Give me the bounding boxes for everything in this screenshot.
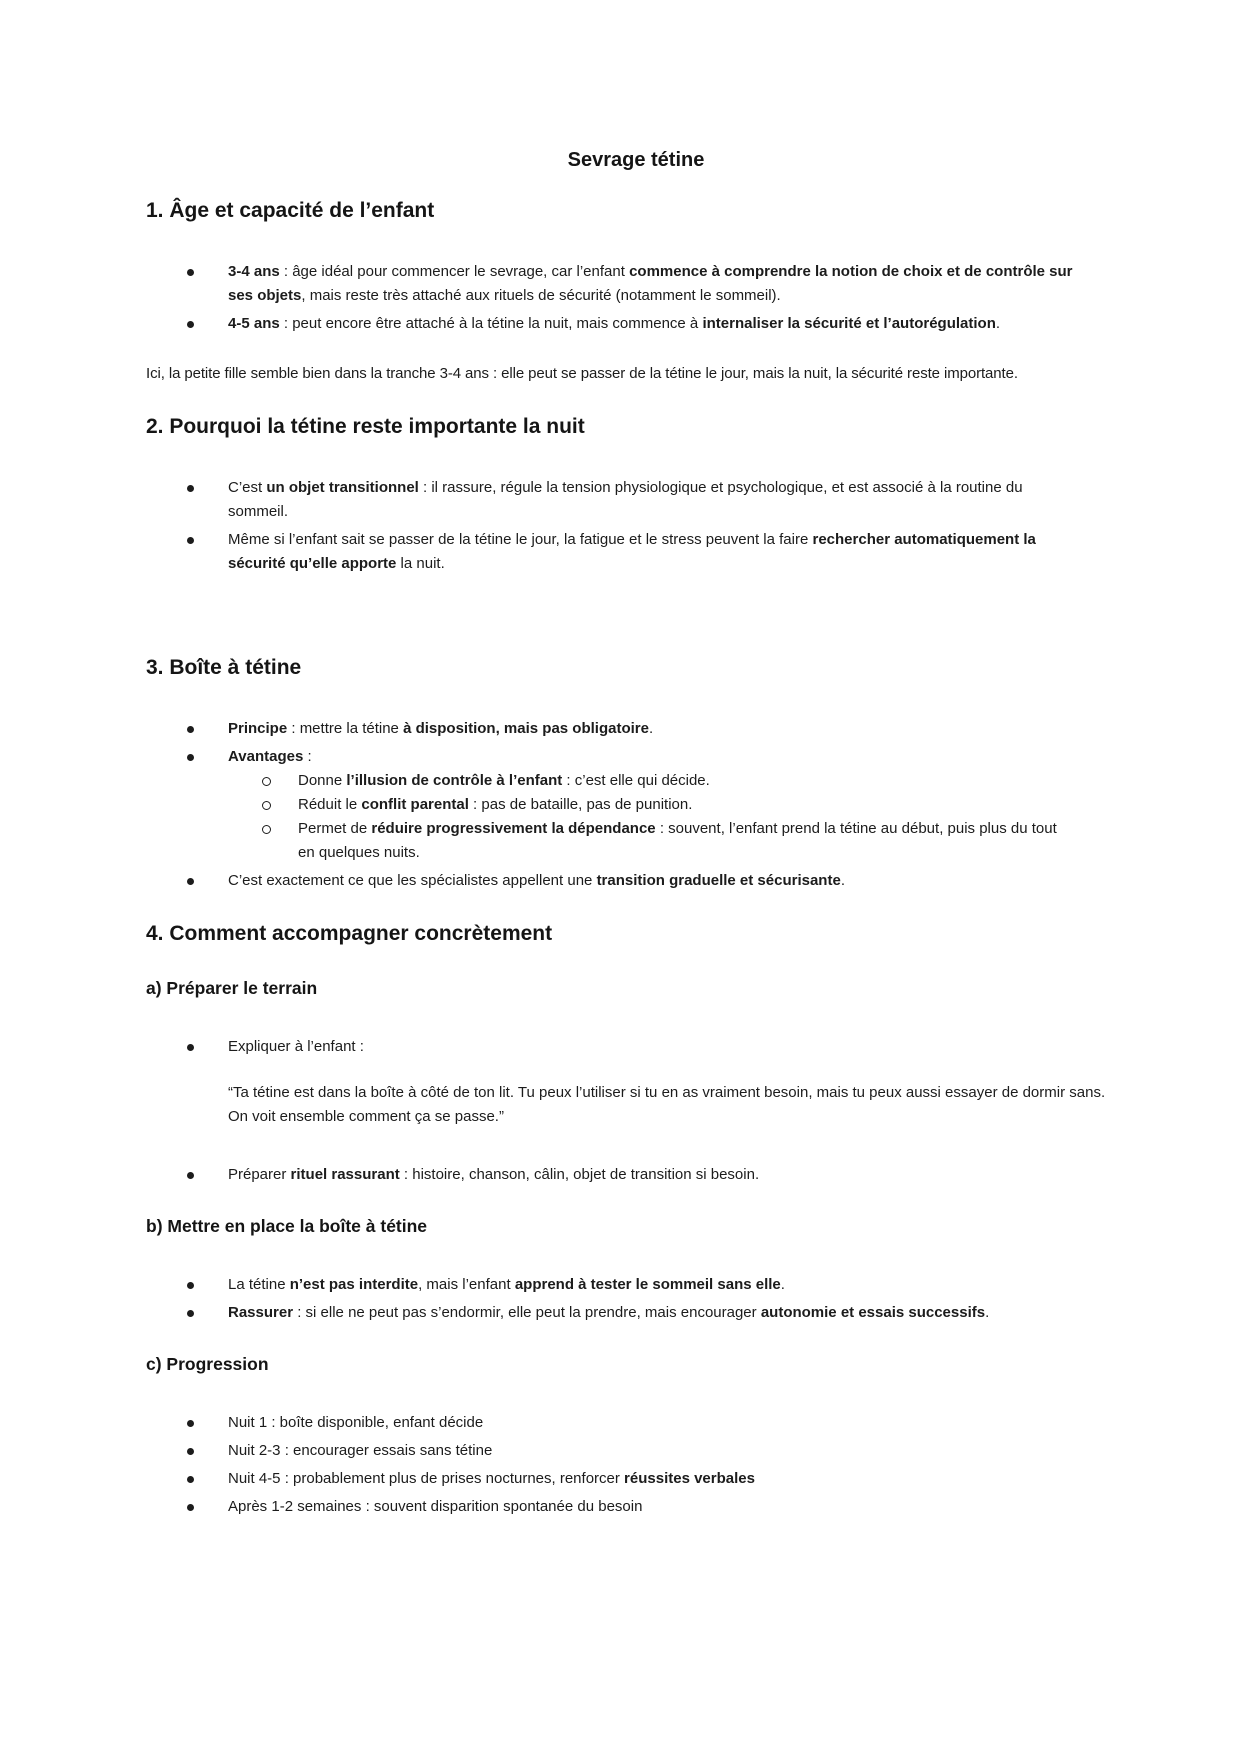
text-run: , mais reste très attaché aux rituels de sécurité (notamment le sommeil).	[301, 287, 781, 304]
list-item	[228, 1495, 1073, 1519]
bullet-list	[146, 1273, 1126, 1325]
text-run: : mettre la tétine	[287, 720, 404, 737]
list-item	[228, 1273, 1073, 1297]
subsection-heading	[146, 1351, 1126, 1377]
bold-text-run: b) Mettre en place la boîte à tétine	[146, 1216, 428, 1236]
bold-text-run: commence à comprendre la notion de choix et de contrôle sur ses objets	[228, 263, 1073, 304]
text-run: C’est exactement ce que les spécialistes appellent une	[228, 872, 597, 889]
sub-list-item	[298, 793, 1073, 817]
text-run: Préparer	[228, 1166, 291, 1183]
text-run: Expliquer à l’enfant :	[228, 1038, 364, 1055]
text-run: .	[995, 315, 1001, 332]
list-item	[228, 312, 1073, 336]
quote-paragraph	[228, 1081, 1112, 1129]
bold-text-run: réduire progressivement la dépendance	[371, 820, 656, 837]
list-item	[228, 1163, 1073, 1187]
bold-text-run: autonomie et essais successifs	[760, 1304, 986, 1321]
text-run: Réduit le	[298, 796, 362, 813]
text-run: Même si l’enfant sait se passer de la tétine le jour, la fatigue et le stress peuvent la faire	[228, 531, 813, 548]
text-run: : peut encore être attaché à la tétine la nuit, mais commence à	[279, 315, 703, 332]
bold-text-run: apprend à tester le sommeil sans elle	[514, 1276, 781, 1293]
text-run: C’est	[228, 479, 267, 496]
bold-text-run: 2. Pourquoi la tétine reste importante la nuit	[146, 415, 585, 438]
sub-list	[228, 769, 1073, 865]
sub-list-item	[298, 769, 1073, 793]
list-item	[228, 1035, 1073, 1059]
text-run: : histoire, chanson, câlin, objet de transition si besoin.	[399, 1166, 760, 1183]
list-item	[228, 260, 1073, 308]
text-run: :	[303, 748, 312, 765]
subsection-heading	[146, 1213, 1126, 1239]
bold-text-run: Principe	[228, 720, 288, 737]
text-run: : souvent, l’enfant prend la tétine au début, puis plus du tout en quelques nuits.	[298, 820, 1057, 861]
bold-text-run: c) Progression	[146, 1354, 269, 1374]
paragraph	[146, 362, 1112, 386]
list-item	[228, 1411, 1073, 1435]
text-run: : si elle ne peut pas s’endormir, elle peut la prendre, mais encourager	[293, 1304, 761, 1321]
text-run: .	[648, 720, 654, 737]
text-run: .	[985, 1304, 990, 1321]
section-heading	[146, 919, 1126, 949]
bold-text-run: un objet transitionnel	[266, 479, 419, 496]
section-heading	[146, 196, 1126, 226]
document-title	[146, 145, 1126, 175]
bold-text-run: rituel rassurant	[290, 1166, 400, 1183]
bold-text-run: Avantages	[228, 748, 304, 765]
bold-text-run: l’illusion de contrôle à l’enfant	[346, 772, 563, 789]
bold-text-run: 3-4 ans	[228, 263, 280, 280]
text-run: .	[840, 872, 845, 889]
bold-text-run: à disposition, mais pas obligatoire	[403, 720, 649, 737]
bullet-list	[146, 1411, 1126, 1519]
text-run: : il rassure, régule la tension physiologique et psychologique, et est associé à la routine du sommeil.	[228, 479, 1023, 520]
bullet-list	[146, 1035, 1126, 1059]
bold-text-run: internaliser la sécurité et l’autorégulation	[702, 315, 996, 332]
list-item	[228, 528, 1073, 576]
text-run: Ici, la petite fille semble bien dans la tranche 3-4 ans : elle peut se passer de la tétine le jour, mais la nuit, la sécurité reste importante.	[146, 365, 1018, 382]
bold-text-run: conflit parental	[361, 796, 469, 813]
bold-text-run: a) Préparer le terrain	[146, 978, 318, 998]
bold-text-run: 4. Comment accompagner concrètement	[146, 922, 553, 945]
text-run: .	[780, 1276, 785, 1293]
bullet-list	[146, 717, 1126, 893]
list-item	[228, 476, 1073, 524]
list-item	[228, 745, 1073, 865]
bold-text-run: Sevrage tétine	[567, 149, 705, 171]
list-item	[228, 1301, 1073, 1325]
bold-text-run: Rassurer	[228, 1304, 294, 1321]
list-item	[228, 869, 1073, 893]
list-item	[228, 1439, 1073, 1463]
text-run: Nuit 1 : boîte disponible, enfant décide	[228, 1414, 484, 1431]
text-run: : pas de bataille, pas de punition.	[468, 796, 693, 813]
text-run: Nuit 4-5 : probablement plus de prises nocturnes, renforcer	[228, 1470, 625, 1487]
bullet-list	[146, 260, 1126, 336]
list-item	[228, 1467, 1073, 1491]
text-run: “Ta tétine est dans la boîte à côté de ton lit. Tu peux l’utiliser si tu en as vraiment besoin, mais tu peux aussi essayer de dormir sans. On voit ensemble comment ça se passe.”	[228, 1084, 1106, 1125]
subsection-heading	[146, 975, 1126, 1001]
list-item	[228, 717, 1073, 741]
bold-text-run: 3. Boîte à tétine	[146, 656, 302, 679]
section-heading	[146, 653, 1126, 683]
bullet-list	[146, 476, 1126, 576]
bold-text-run: réussites verbales	[624, 1470, 755, 1487]
bold-text-run: n’est pas interdite	[289, 1276, 419, 1293]
sub-list-item	[298, 817, 1073, 865]
bold-text-run: 1. Âge et capacité de l’enfant	[146, 199, 435, 222]
text-run: La tétine	[228, 1276, 290, 1293]
bold-text-run: rechercher automatiquement la sécurité qu’elle apporte	[228, 531, 1036, 572]
text-run: Nuit 2-3 : encourager essais sans tétine	[228, 1442, 493, 1459]
section-heading	[146, 412, 1126, 442]
bullet-list	[146, 1163, 1126, 1187]
bold-text-run: 4-5 ans	[228, 315, 280, 332]
text-run: : c’est elle qui décide.	[562, 772, 710, 789]
text-run: : âge idéal pour commencer le sevrage, car l’enfant	[279, 263, 630, 280]
text-run: Permet de	[298, 820, 372, 837]
text-run: Après 1-2 semaines : souvent disparition spontanée du besoin	[228, 1498, 643, 1515]
text-run: la nuit.	[396, 555, 445, 572]
text-run: Donne	[298, 772, 347, 789]
text-run: , mais l’enfant	[418, 1276, 515, 1293]
bold-text-run: transition graduelle et sécurisante	[596, 872, 841, 889]
